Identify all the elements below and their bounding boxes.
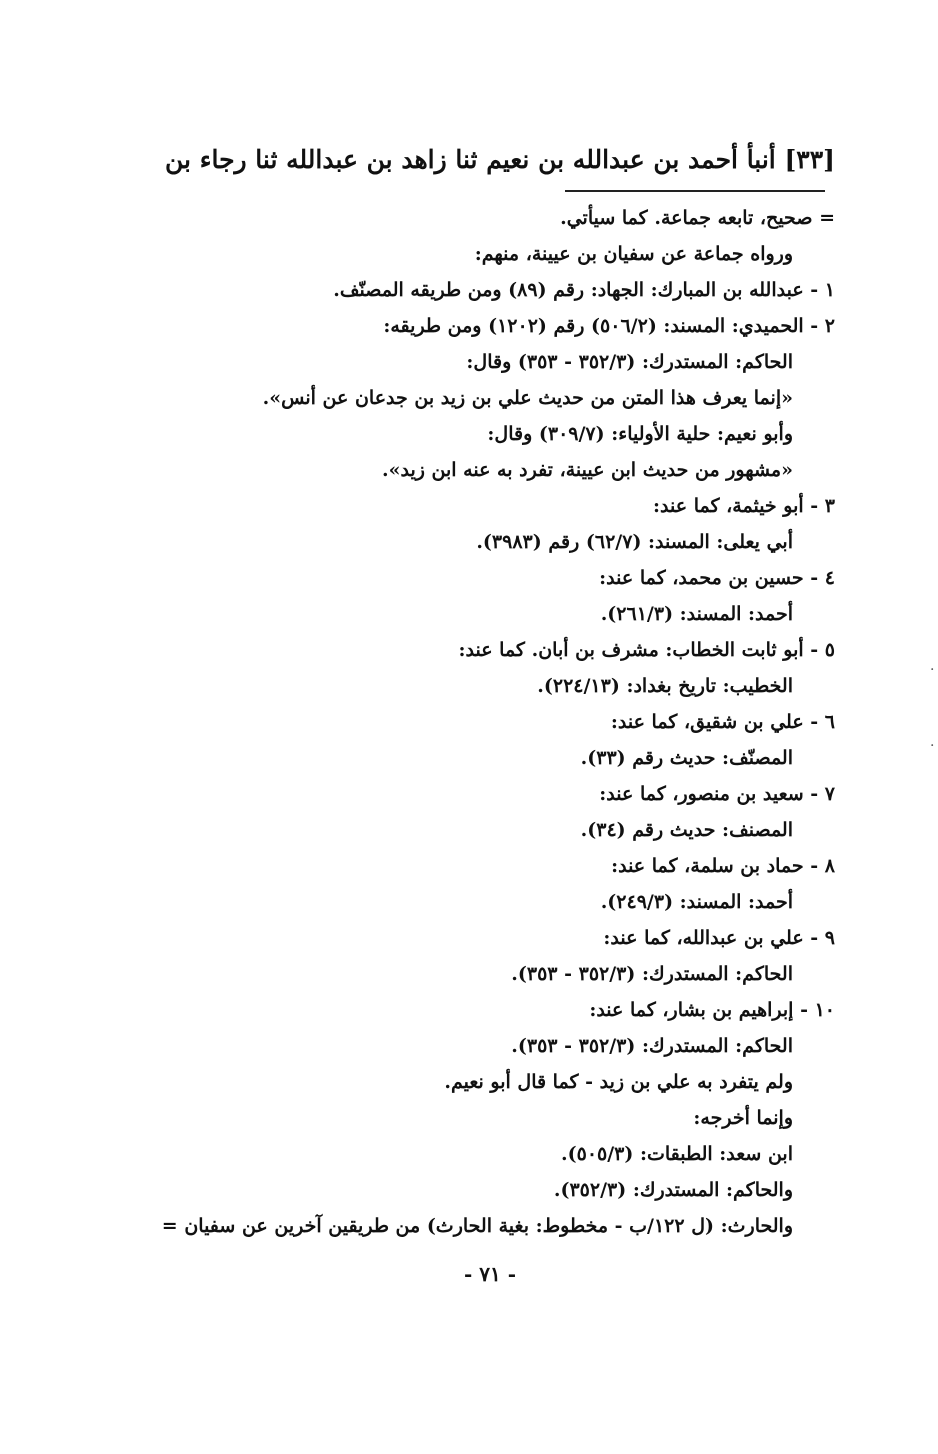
footnote-line: ابن سعد: الطبقات: (٥٠٥/٣). bbox=[561, 1143, 793, 1165]
footnote-line: ١ - عبدالله بن المبارك: الجهاد: رقم (٨٩) ومن طريقه المصنّف. bbox=[333, 279, 835, 301]
footnote-line: والحاكم: المستدرك: (٣٥٢/٣). bbox=[553, 1179, 793, 1201]
hadith-heading: [٣٣] أنبأ أحمد بن عبدالله بن نعيم ثنا زاهد بن عبدالله ثنا رجاء بن bbox=[165, 145, 835, 174]
footnote-line: ٣ - أبو خيثمة، كما عند: bbox=[653, 495, 835, 517]
footnote-line: ٦ - علي بن شقيق، كما عند: bbox=[610, 711, 835, 733]
margin-mark: · bbox=[930, 662, 935, 678]
footnote-line: وإنما أخرجه: bbox=[693, 1107, 793, 1129]
footnote-line: أبي يعلى: المسند: (٦٢/٧) رقم (٣٩٨٣). bbox=[476, 531, 793, 553]
page-number: - ٧١ - bbox=[463, 1262, 516, 1286]
footnote-line: المصنّف: حديث رقم (٣٣). bbox=[580, 747, 793, 769]
footnote-line: المصنف: حديث رقم (٣٤). bbox=[580, 819, 793, 841]
footnote-line: ٥ - أبو ثابت الخطاب: مشرف بن أبان. كما عند: bbox=[458, 639, 835, 661]
footnote-line: وأبو نعيم: حلية الأولياء: (٣٠٩/٧) وقال: bbox=[487, 423, 793, 445]
footnote-line: الحاكم: المستدرك: (٣٥٢/٣ - ٣٥٣). bbox=[511, 1035, 793, 1057]
footnote-line: ٧ - سعيد بن منصور، كما عند: bbox=[599, 783, 835, 805]
footnote-line: «إنما يعرف هذا المتن من حديث علي بن زيد بن جدعان عن أنس». bbox=[262, 387, 793, 409]
footnote-line: = صحيح، تابعه جماعة. كما سيأتي. bbox=[560, 207, 835, 229]
margin-mark: · bbox=[930, 738, 935, 754]
footnote-line: أحمد: المسند: (٢٤٩/٣). bbox=[600, 891, 793, 913]
footnote-line: ولم يتفرد به علي بن زيد - كما قال أبو نعيم. bbox=[444, 1071, 793, 1093]
footnote-line: أحمد: المسند: (٢٦١/٣). bbox=[600, 603, 793, 625]
footnote-line: ٨ - حماد بن سلمة، كما عند: bbox=[611, 855, 835, 877]
footnote-line: ٩ - علي بن عبدالله، كما عند: bbox=[603, 927, 835, 949]
footnote-line: الحاكم: المستدرك: (٣٥٢/٣ - ٣٥٣) وقال: bbox=[466, 351, 793, 373]
footnote-line: والحارث: (ل ١٢٢/ب - مخطوط: بغية الحارث) من طريقين آخرين عن سفيان = bbox=[161, 1215, 793, 1237]
footnote-line: ٤ - حسين بن محمد، كما عند: bbox=[599, 567, 835, 589]
footnote-line: ١٠ - إبراهيم بن بشار، كما عند: bbox=[589, 999, 835, 1021]
footnote-line: الحاكم: المستدرك: (٣٥٢/٣ - ٣٥٣). bbox=[511, 963, 793, 985]
footnote-separator bbox=[565, 190, 825, 192]
footnote-line: الخطيب: تاريخ بغداد: (٢٢٤/١٣). bbox=[537, 675, 793, 697]
footnote-line: ٢ - الحميدي: المسند: (٥٠٦/٢) رقم (١٢٠٢) ومن طريقه: bbox=[383, 315, 835, 337]
footnote-line: «مشهور من حديث ابن عيينة، تفرد به عنه ابن زيد». bbox=[381, 459, 793, 481]
footnote-line: ورواه جماعة عن سفيان بن عيينة، منهم: bbox=[474, 243, 793, 265]
